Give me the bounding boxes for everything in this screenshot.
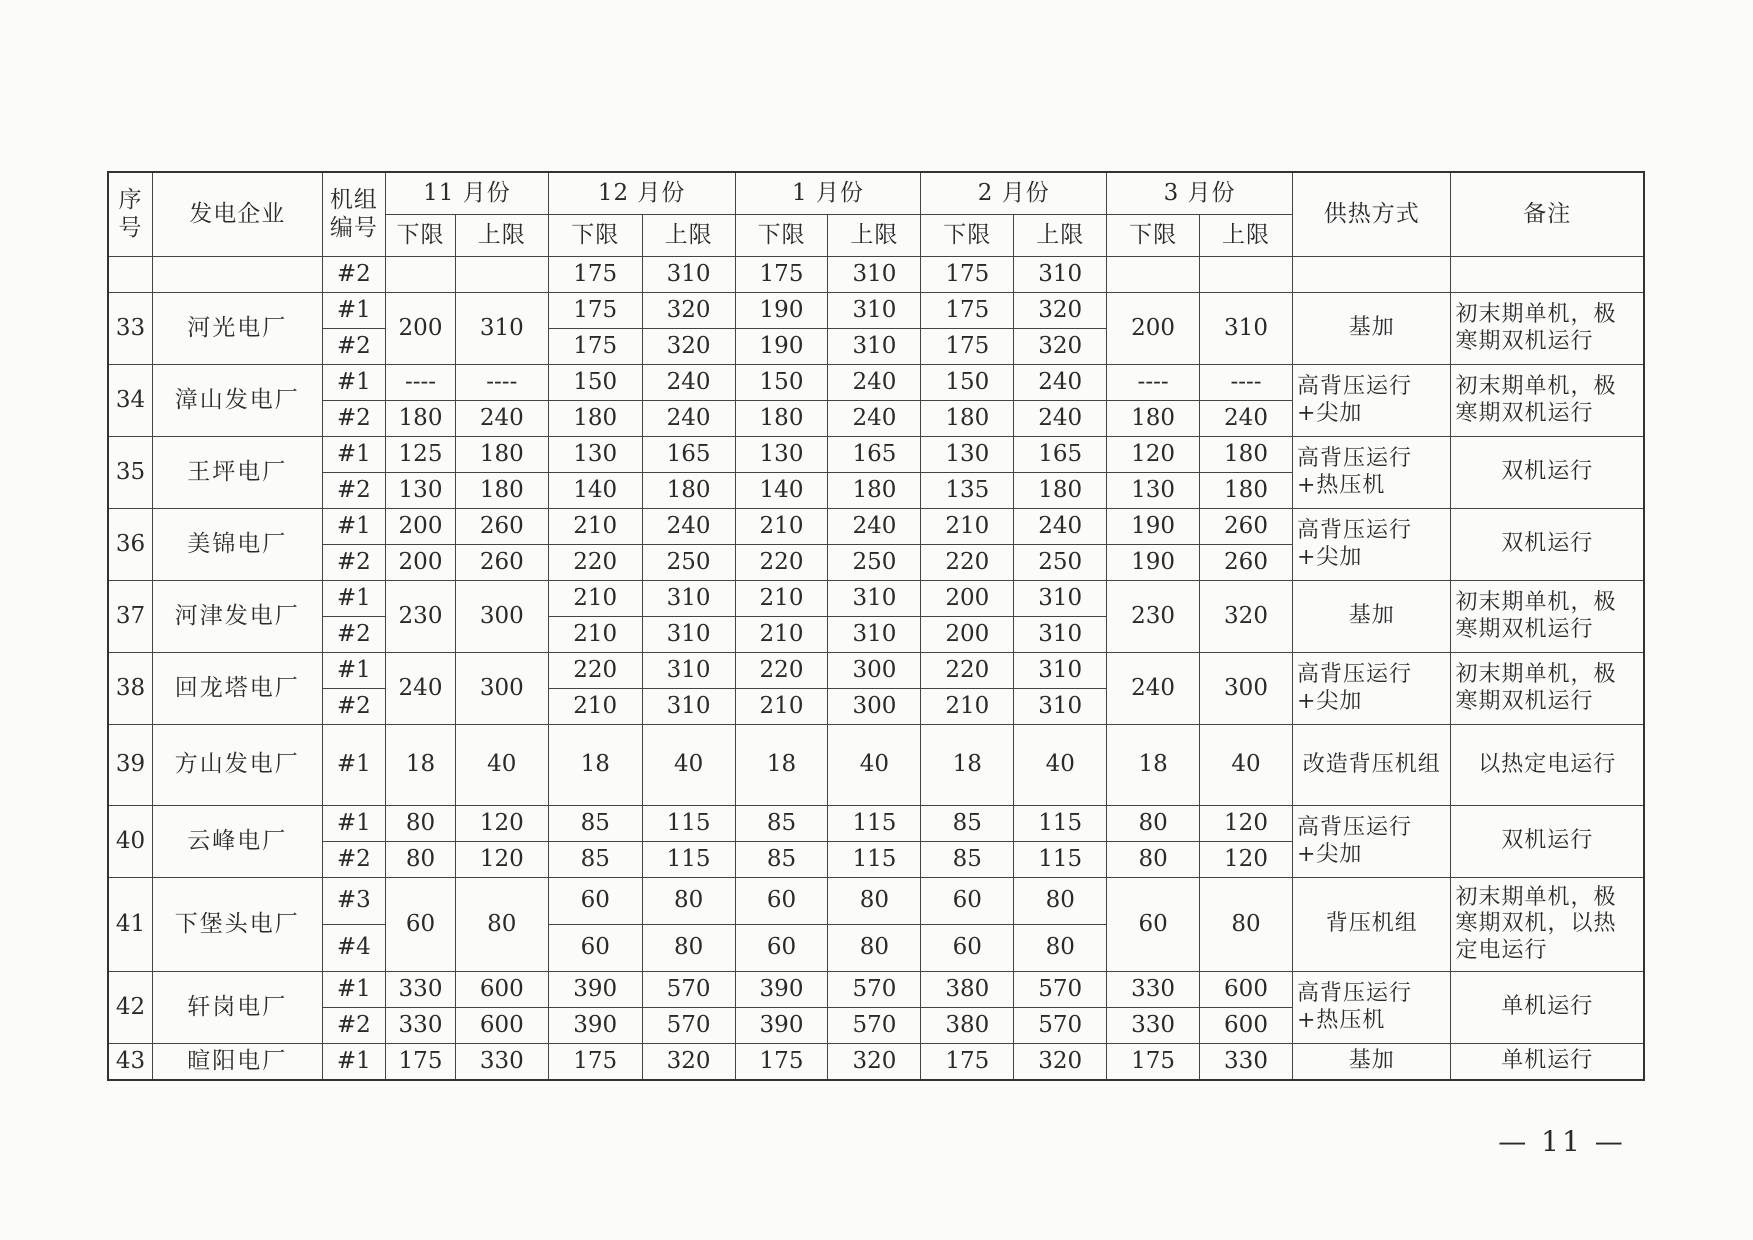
mar-lower-cell: 330 xyxy=(1107,1008,1200,1044)
mar-lower-cell: 190 xyxy=(1107,509,1200,545)
dec-lower-cell: 220 xyxy=(548,545,642,581)
seq-cell: 41 xyxy=(108,878,152,972)
dec-upper-cell: 310 xyxy=(642,581,735,617)
mar-upper-cell: 120 xyxy=(1200,842,1293,878)
dec-upper-cell: 320 xyxy=(642,293,735,329)
dec-lower-cell: 150 xyxy=(548,365,642,401)
header-lower: 下限 xyxy=(735,215,828,257)
remark-cell: 双机运行 xyxy=(1451,806,1644,878)
dec-lower-cell: 175 xyxy=(548,293,642,329)
feb-upper-cell: 310 xyxy=(1014,257,1107,293)
feb-upper-cell: 310 xyxy=(1014,581,1107,617)
mar-upper-cell: 180 xyxy=(1200,473,1293,509)
dec-upper-cell: 240 xyxy=(642,401,735,437)
header-seq: 序号 xyxy=(108,172,152,257)
mar-upper-cell: 180 xyxy=(1200,437,1293,473)
unit-cell: #1 xyxy=(322,293,386,329)
jan-lower-cell: 220 xyxy=(735,545,828,581)
dec-upper-cell: 320 xyxy=(642,329,735,365)
nov-lower-cell: 125 xyxy=(386,437,456,473)
header-unit: 机组编号 xyxy=(322,172,386,257)
mar-upper-cell: 600 xyxy=(1200,1008,1293,1044)
feb-upper-cell: 115 xyxy=(1014,842,1107,878)
company-cell: 漳山发电厂 xyxy=(152,365,322,437)
mar-upper-cell: 260 xyxy=(1200,509,1293,545)
dec-upper-cell: 320 xyxy=(642,1044,735,1081)
header-remark: 备注 xyxy=(1451,172,1644,257)
jan-upper-cell: 115 xyxy=(828,806,921,842)
nov-upper-cell: 600 xyxy=(455,972,548,1008)
feb-lower-cell: 175 xyxy=(921,293,1014,329)
mar-lower-cell: 175 xyxy=(1107,1044,1200,1081)
jan-upper-cell: 80 xyxy=(828,878,921,925)
seq-cell: 35 xyxy=(108,437,152,509)
dec-upper-cell: 165 xyxy=(642,437,735,473)
remark-cell: 以热定电运行 xyxy=(1451,725,1644,806)
nov-lower-cell: 180 xyxy=(386,401,456,437)
dec-upper-cell: 115 xyxy=(642,806,735,842)
mar-lower-cell: 80 xyxy=(1107,806,1200,842)
dec-lower-cell: 210 xyxy=(548,581,642,617)
nov-lower-cell: 60 xyxy=(386,878,456,972)
jan-lower-cell: 140 xyxy=(735,473,828,509)
nov-upper-cell: ---- xyxy=(455,365,548,401)
dec-lower-cell: 390 xyxy=(548,972,642,1008)
table-row xyxy=(108,581,1644,617)
feb-upper-cell: 240 xyxy=(1014,401,1107,437)
table-row xyxy=(108,972,1644,1008)
remark-cell: 单机运行 xyxy=(1451,972,1644,1044)
feb-upper-cell: 320 xyxy=(1014,329,1107,365)
heat-mode-cell: 高背压运行+热压机 xyxy=(1292,972,1451,1044)
nov-upper-cell: 600 xyxy=(455,1008,548,1044)
seq-cell: 43 xyxy=(108,1044,152,1081)
unit-cell: #1 xyxy=(322,437,386,473)
jan-lower-cell: 190 xyxy=(735,293,828,329)
nov-lower-cell: 130 xyxy=(386,473,456,509)
jan-upper-cell: 310 xyxy=(828,581,921,617)
jan-lower-cell: 390 xyxy=(735,972,828,1008)
company-cell: 云峰电厂 xyxy=(152,806,322,878)
feb-upper-cell: 40 xyxy=(1014,725,1107,806)
unit-cell: #1 xyxy=(322,1044,386,1081)
unit-cell: #1 xyxy=(322,581,386,617)
feb-upper-cell: 570 xyxy=(1014,972,1107,1008)
jan-upper-cell: 115 xyxy=(828,842,921,878)
table-row xyxy=(108,437,1644,473)
jan-upper-cell: 570 xyxy=(828,972,921,1008)
dec-lower-cell: 210 xyxy=(548,617,642,653)
dec-upper-cell: 240 xyxy=(642,365,735,401)
heat-mode-cell: 高背压运行+热压机 xyxy=(1292,437,1451,509)
seq-cell: 39 xyxy=(108,725,152,806)
dec-upper-cell: 310 xyxy=(642,617,735,653)
unit-cell: #2 xyxy=(322,842,386,878)
table-row xyxy=(108,806,1644,842)
feb-upper-cell: 320 xyxy=(1014,293,1107,329)
company-cell: 回龙塔电厂 xyxy=(152,653,322,725)
table-row xyxy=(108,653,1644,689)
dec-upper-cell: 80 xyxy=(642,878,735,925)
jan-lower-cell: 60 xyxy=(735,878,828,925)
table-row xyxy=(108,293,1644,329)
mar-lower-cell: 240 xyxy=(1107,653,1200,725)
unit-cell: #2 xyxy=(322,1008,386,1044)
mar-lower-cell: 180 xyxy=(1107,401,1200,437)
feb-lower-cell: 130 xyxy=(921,437,1014,473)
heat-mode-cell: 基加 xyxy=(1292,1044,1451,1081)
dec-lower-cell: 390 xyxy=(548,1008,642,1044)
dec-upper-cell: 40 xyxy=(642,725,735,806)
dec-lower-cell: 130 xyxy=(548,437,642,473)
feb-lower-cell: 175 xyxy=(921,329,1014,365)
header-upper: 上限 xyxy=(1200,215,1293,257)
dec-upper-cell: 310 xyxy=(642,653,735,689)
feb-lower-cell: 175 xyxy=(921,1044,1014,1081)
dec-lower-cell: 85 xyxy=(548,842,642,878)
company-cell: 美锦电厂 xyxy=(152,509,322,581)
nov-upper-cell: 40 xyxy=(455,725,548,806)
table-row xyxy=(108,1044,1644,1081)
dec-lower-cell: 60 xyxy=(548,925,642,972)
header-lower: 下限 xyxy=(1107,215,1200,257)
remark-cell: 双机运行 xyxy=(1451,437,1644,509)
feb-upper-cell: 115 xyxy=(1014,806,1107,842)
remark-cell xyxy=(1451,257,1644,293)
mar-upper-cell xyxy=(1200,257,1293,293)
nov-lower-cell: 18 xyxy=(386,725,456,806)
mar-upper-cell: 260 xyxy=(1200,545,1293,581)
nov-upper-cell: 310 xyxy=(455,293,548,365)
seq-cell: 34 xyxy=(108,365,152,437)
nov-upper-cell: 80 xyxy=(455,878,548,972)
mar-upper-cell: 120 xyxy=(1200,806,1293,842)
company-cell: 方山发电厂 xyxy=(152,725,322,806)
dec-upper-cell: 570 xyxy=(642,1008,735,1044)
jan-upper-cell: 40 xyxy=(828,725,921,806)
mar-lower-cell: 60 xyxy=(1107,878,1200,972)
feb-lower-cell: 210 xyxy=(921,509,1014,545)
unit-cell: #1 xyxy=(322,725,386,806)
nov-upper-cell: 330 xyxy=(455,1044,548,1081)
feb-upper-cell: 240 xyxy=(1014,509,1107,545)
unit-cell: #3 xyxy=(322,878,386,925)
mar-upper-cell: 330 xyxy=(1200,1044,1293,1081)
mar-upper-cell: 600 xyxy=(1200,972,1293,1008)
remark-cell: 初末期单机，极寒期双机运行 xyxy=(1451,581,1644,653)
feb-lower-cell: 210 xyxy=(921,689,1014,725)
unit-cell: #2 xyxy=(322,473,386,509)
seq-cell xyxy=(108,257,152,293)
jan-upper-cell: 165 xyxy=(828,437,921,473)
dec-upper-cell: 250 xyxy=(642,545,735,581)
feb-lower-cell: 175 xyxy=(921,257,1014,293)
seq-cell: 33 xyxy=(108,293,152,365)
jan-upper-cell: 180 xyxy=(828,473,921,509)
heat-mode-cell: 改造背压机组 xyxy=(1292,725,1451,806)
company-cell: 下堡头电厂 xyxy=(152,878,322,972)
jan-upper-cell: 250 xyxy=(828,545,921,581)
nov-upper-cell: 260 xyxy=(455,509,548,545)
mar-lower-cell: 200 xyxy=(1107,293,1200,365)
unit-cell: #2 xyxy=(322,401,386,437)
nov-upper-cell: 300 xyxy=(455,653,548,725)
jan-lower-cell: 150 xyxy=(735,365,828,401)
heat-mode-cell: 高背压运行+尖加 xyxy=(1292,509,1451,581)
mar-lower-cell: 230 xyxy=(1107,581,1200,653)
header-lower: 下限 xyxy=(921,215,1014,257)
mar-lower-cell: 18 xyxy=(1107,725,1200,806)
nov-lower-cell: 200 xyxy=(386,293,456,365)
unit-cell: #2 xyxy=(322,689,386,725)
dec-upper-cell: 115 xyxy=(642,842,735,878)
table-row xyxy=(108,878,1644,925)
seq-cell: 40 xyxy=(108,806,152,878)
feb-lower-cell: 85 xyxy=(921,842,1014,878)
heat-mode-cell: 高背压运行+尖加 xyxy=(1292,365,1451,437)
feb-upper-cell: 180 xyxy=(1014,473,1107,509)
nov-upper-cell: 180 xyxy=(455,473,548,509)
dec-upper-cell: 310 xyxy=(642,689,735,725)
feb-lower-cell: 60 xyxy=(921,925,1014,972)
feb-upper-cell: 310 xyxy=(1014,689,1107,725)
company-cell: 王坪电厂 xyxy=(152,437,322,509)
unit-cell: #2 xyxy=(322,329,386,365)
feb-upper-cell: 310 xyxy=(1014,653,1107,689)
dec-lower-cell: 85 xyxy=(548,806,642,842)
jan-upper-cell: 320 xyxy=(828,1044,921,1081)
dec-lower-cell: 175 xyxy=(548,329,642,365)
nov-upper-cell: 240 xyxy=(455,401,548,437)
header-month-feb: 2 月份 xyxy=(921,172,1107,215)
jan-upper-cell: 300 xyxy=(828,653,921,689)
document-table-wrap xyxy=(107,171,1645,1081)
jan-lower-cell: 210 xyxy=(735,689,828,725)
nov-upper-cell: 120 xyxy=(455,842,548,878)
dec-upper-cell: 240 xyxy=(642,509,735,545)
page-number: — 11 — xyxy=(1498,1125,1626,1158)
nov-lower-cell: 80 xyxy=(386,806,456,842)
mar-upper-cell: 40 xyxy=(1200,725,1293,806)
heat-mode-cell: 背压机组 xyxy=(1292,878,1451,972)
mar-lower-cell: ---- xyxy=(1107,365,1200,401)
remark-cell: 初末期单机，极寒期双机运行 xyxy=(1451,293,1644,365)
dec-lower-cell: 220 xyxy=(548,653,642,689)
jan-upper-cell: 300 xyxy=(828,689,921,725)
dec-lower-cell: 140 xyxy=(548,473,642,509)
feb-lower-cell: 150 xyxy=(921,365,1014,401)
table-row xyxy=(108,365,1644,401)
nov-upper-cell xyxy=(455,257,548,293)
header-upper: 上限 xyxy=(642,215,735,257)
mar-lower-cell: 80 xyxy=(1107,842,1200,878)
jan-upper-cell: 310 xyxy=(828,293,921,329)
feb-upper-cell: 570 xyxy=(1014,1008,1107,1044)
company-cell: 轩岗电厂 xyxy=(152,972,322,1044)
jan-upper-cell: 310 xyxy=(828,329,921,365)
jan-lower-cell: 60 xyxy=(735,925,828,972)
jan-lower-cell: 210 xyxy=(735,617,828,653)
mar-lower-cell: 190 xyxy=(1107,545,1200,581)
feb-upper-cell: 310 xyxy=(1014,617,1107,653)
mar-lower-cell xyxy=(1107,257,1200,293)
feb-lower-cell: 135 xyxy=(921,473,1014,509)
unit-cell: #2 xyxy=(322,545,386,581)
feb-lower-cell: 60 xyxy=(921,878,1014,925)
seq-cell: 37 xyxy=(108,581,152,653)
feb-upper-cell: 250 xyxy=(1014,545,1107,581)
feb-upper-cell: 320 xyxy=(1014,1044,1107,1081)
header-heat-mode: 供热方式 xyxy=(1292,172,1451,257)
unit-cell: #1 xyxy=(322,365,386,401)
feb-lower-cell: 220 xyxy=(921,653,1014,689)
feb-lower-cell: 18 xyxy=(921,725,1014,806)
unit-cell: #1 xyxy=(322,509,386,545)
header-lower: 下限 xyxy=(386,215,456,257)
nov-lower-cell: 240 xyxy=(386,653,456,725)
feb-upper-cell: 80 xyxy=(1014,878,1107,925)
dec-lower-cell: 210 xyxy=(548,509,642,545)
unit-cell: #2 xyxy=(322,617,386,653)
nov-lower-cell: 330 xyxy=(386,1008,456,1044)
nov-upper-cell: 300 xyxy=(455,581,548,653)
dec-upper-cell: 180 xyxy=(642,473,735,509)
mar-lower-cell: 130 xyxy=(1107,473,1200,509)
jan-upper-cell: 240 xyxy=(828,401,921,437)
nov-lower-cell: 80 xyxy=(386,842,456,878)
dec-upper-cell: 80 xyxy=(642,925,735,972)
table-row xyxy=(108,725,1644,806)
feb-lower-cell: 85 xyxy=(921,806,1014,842)
dec-upper-cell: 310 xyxy=(642,257,735,293)
mar-lower-cell: 330 xyxy=(1107,972,1200,1008)
mar-upper-cell: 300 xyxy=(1200,653,1293,725)
nov-upper-cell: 260 xyxy=(455,545,548,581)
seq-cell: 36 xyxy=(108,509,152,581)
remark-cell: 双机运行 xyxy=(1451,509,1644,581)
nov-lower-cell: 175 xyxy=(386,1044,456,1081)
feb-upper-cell: 240 xyxy=(1014,365,1107,401)
unit-cell: #2 xyxy=(322,257,386,293)
seq-cell: 42 xyxy=(108,972,152,1044)
mar-upper-cell: 310 xyxy=(1200,293,1293,365)
mar-upper-cell: 320 xyxy=(1200,581,1293,653)
mar-upper-cell: 240 xyxy=(1200,401,1293,437)
jan-upper-cell: 310 xyxy=(828,617,921,653)
company-cell: 暄阳电厂 xyxy=(152,1044,322,1081)
header-upper: 上限 xyxy=(1014,215,1107,257)
unit-cell: #4 xyxy=(322,925,386,972)
dec-lower-cell: 175 xyxy=(548,257,642,293)
jan-lower-cell: 85 xyxy=(735,842,828,878)
header-month-jan: 1 月份 xyxy=(735,172,921,215)
dec-upper-cell: 570 xyxy=(642,972,735,1008)
jan-lower-cell: 390 xyxy=(735,1008,828,1044)
dec-lower-cell: 60 xyxy=(548,878,642,925)
nov-lower-cell xyxy=(386,257,456,293)
jan-lower-cell: 190 xyxy=(735,329,828,365)
jan-upper-cell: 240 xyxy=(828,365,921,401)
jan-lower-cell: 18 xyxy=(735,725,828,806)
company-cell: 河津发电厂 xyxy=(152,581,322,653)
jan-lower-cell: 175 xyxy=(735,257,828,293)
nov-lower-cell: 330 xyxy=(386,972,456,1008)
remark-cell: 初末期单机，极寒期双机，以热定电运行 xyxy=(1451,878,1644,972)
feb-lower-cell: 180 xyxy=(921,401,1014,437)
feb-lower-cell: 200 xyxy=(921,617,1014,653)
seq-cell: 38 xyxy=(108,653,152,725)
jan-upper-cell: 80 xyxy=(828,925,921,972)
nov-lower-cell: 200 xyxy=(386,545,456,581)
unit-cell: #1 xyxy=(322,806,386,842)
jan-lower-cell: 85 xyxy=(735,806,828,842)
remark-cell: 单机运行 xyxy=(1451,1044,1644,1081)
unit-cell: #1 xyxy=(322,653,386,689)
jan-lower-cell: 210 xyxy=(735,581,828,617)
header-company: 发电企业 xyxy=(152,172,322,257)
nov-upper-cell: 120 xyxy=(455,806,548,842)
header-month-dec: 12 月份 xyxy=(548,172,735,215)
nov-lower-cell: 200 xyxy=(386,509,456,545)
jan-upper-cell: 240 xyxy=(828,509,921,545)
feb-lower-cell: 380 xyxy=(921,972,1014,1008)
power-plant-limits-table xyxy=(107,171,1645,1081)
dec-lower-cell: 18 xyxy=(548,725,642,806)
feb-lower-cell: 380 xyxy=(921,1008,1014,1044)
jan-lower-cell: 130 xyxy=(735,437,828,473)
jan-lower-cell: 180 xyxy=(735,401,828,437)
heat-mode-cell: 基加 xyxy=(1292,293,1451,365)
dec-lower-cell: 180 xyxy=(548,401,642,437)
feb-lower-cell: 220 xyxy=(921,545,1014,581)
mar-lower-cell: 120 xyxy=(1107,437,1200,473)
header-month-nov: 11 月份 xyxy=(386,172,549,215)
remark-cell: 初末期单机，极寒期双机运行 xyxy=(1451,365,1644,437)
nov-lower-cell: ---- xyxy=(386,365,456,401)
mar-upper-cell: ---- xyxy=(1200,365,1293,401)
heat-mode-cell xyxy=(1292,257,1451,293)
company-cell: 河光电厂 xyxy=(152,293,322,365)
feb-upper-cell: 165 xyxy=(1014,437,1107,473)
remark-cell: 初末期单机，极寒期双机运行 xyxy=(1451,653,1644,725)
nov-lower-cell: 230 xyxy=(386,581,456,653)
heat-mode-cell: 基加 xyxy=(1292,581,1451,653)
header-month-mar: 3 月份 xyxy=(1107,172,1293,215)
heat-mode-cell: 高背压运行+尖加 xyxy=(1292,653,1451,725)
nov-upper-cell: 180 xyxy=(455,437,548,473)
dec-lower-cell: 175 xyxy=(548,1044,642,1081)
header-lower: 下限 xyxy=(548,215,642,257)
company-cell xyxy=(152,257,322,293)
jan-lower-cell: 210 xyxy=(735,509,828,545)
jan-lower-cell: 175 xyxy=(735,1044,828,1081)
feb-lower-cell: 200 xyxy=(921,581,1014,617)
jan-lower-cell: 220 xyxy=(735,653,828,689)
header-upper: 上限 xyxy=(455,215,548,257)
heat-mode-cell: 高背压运行+尖加 xyxy=(1292,806,1451,878)
table-row xyxy=(108,257,1644,293)
feb-upper-cell: 80 xyxy=(1014,925,1107,972)
jan-upper-cell: 310 xyxy=(828,257,921,293)
jan-upper-cell: 570 xyxy=(828,1008,921,1044)
header-upper: 上限 xyxy=(828,215,921,257)
unit-cell: #1 xyxy=(322,972,386,1008)
dec-lower-cell: 210 xyxy=(548,689,642,725)
table-row xyxy=(108,509,1644,545)
mar-upper-cell: 80 xyxy=(1200,878,1293,972)
